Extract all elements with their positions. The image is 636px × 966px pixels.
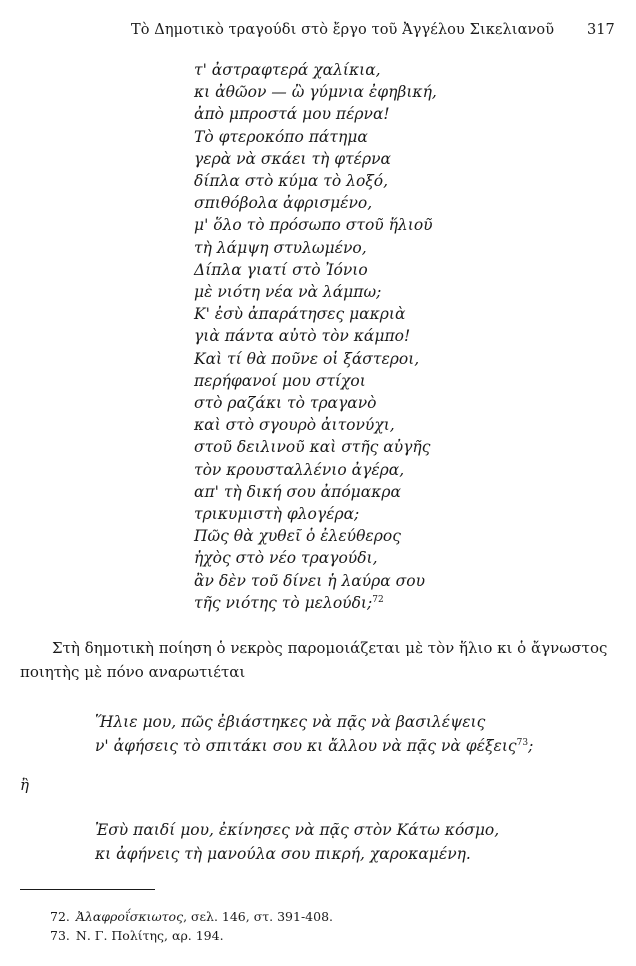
prose-line: ποιητὴς μὲ πόνο αναρωτιέται xyxy=(20,663,246,681)
poem-line: μ' ὅλο τὸ πρόσωπο στοῦ ἥλιοῦ xyxy=(194,216,433,235)
footnote-text: Ν. Γ. Πολίτης, αρ. 194. xyxy=(75,928,224,943)
poem-line: σπιθόβολα ἀφρισμένο, xyxy=(194,194,373,213)
running-title: Τὸ Δημοτικὸ τραγούδι στὸ ἔργο τοῦ Ἀγγέλου Σικελιανοῦ xyxy=(131,22,555,38)
quote-line: κι ἀφήνεις τὴ μανούλα σου πικρή, χαροκαμένη. xyxy=(95,845,471,863)
poem-line: γιὰ πάντα αὐτὸ τὸν κάμπο! xyxy=(194,327,411,346)
prose-paragraph xyxy=(20,636,620,684)
footnote-text: , σελ. 146, στ. 391-408. xyxy=(183,909,334,924)
poem-line: τὴ λάμψη στυλωμένο, xyxy=(194,238,367,257)
poem-line: ἀπὸ μπροστά μου πέρνα! xyxy=(194,105,390,124)
poem-line: γερὰ νὰ σκάει τὴ φτέρνα xyxy=(194,149,391,168)
footnote xyxy=(50,907,333,926)
footnote-divider xyxy=(20,889,155,890)
quote-line: ν' ἀφήσεις τὸ σπιτάκι σου κι ἄλλου νὰ πᾷς νὰ φέξεις$^{73}$; xyxy=(95,737,534,755)
poem-line: ἂν δὲν τοῦ δίνει ἡ λαύρα σου xyxy=(194,571,425,590)
poem-excerpt xyxy=(194,59,437,614)
poem-line: Πῶς θὰ χυθεῖ ὁ ἐλεύθερος xyxy=(194,527,401,546)
poem-line: Δίπλα γιατί στὸ Ἰόνιο xyxy=(194,260,368,279)
footnote-title: Ἀλαφροΐσκιωτος xyxy=(75,909,184,924)
poem-line: Καὶ τί θὰ ποῦνε οἱ ξάστεροι, xyxy=(194,349,420,368)
poem-line: τ' ἀστραφτερά χαλίκια, xyxy=(194,61,381,79)
footnote-number: 72. xyxy=(50,909,70,924)
footnote xyxy=(50,926,333,945)
poem-line: καὶ στὸ σγουρὸ ἀιτονύχι, xyxy=(194,416,395,435)
prose-line: Στὴ δημοτικὴ ποίηση ὁ νεκρὸς παρομοιάζεται μὲ τὸν ἥλιο κι ὁ ἄγνωστος xyxy=(52,639,608,657)
poem-line: κι ἀθῶον — ὢ γύμνια ἐφηβική, xyxy=(194,83,437,102)
poem-line: τὸν κρουσταλλένιο ἀγέρα, xyxy=(194,460,405,479)
poem-line: στοῦ δειλινοῦ καὶ στῆς αὐγῆς xyxy=(194,438,431,457)
poem-line: Τὸ φτεροκόπο πάτημα xyxy=(194,127,368,146)
page-number: 317 xyxy=(587,22,615,38)
footnote-ref[interactable]: 73 xyxy=(516,737,529,748)
quote-line: Ἥλιε μου, πῶς ἐβιάστηκες νὰ πᾷς νὰ βασιλέψεις xyxy=(95,713,486,731)
poem-line: ἠχὸς στὸ νέο τραγούδι, xyxy=(194,549,378,568)
conjunction: ἢ xyxy=(20,776,29,794)
poem-line: μὲ νιότη νέα νὰ λάμπω; xyxy=(194,283,382,302)
footnote-ref[interactable]: 72 xyxy=(372,594,384,605)
poem-line: απ' τὴ δική σου ἀπόμακρα xyxy=(194,482,401,501)
poem-line: τρικυμιστὴ φλογέρα; xyxy=(194,505,360,524)
folk-song-quote-1 xyxy=(95,710,533,758)
poem-line: τῆς νιότης τὸ μελούδι;$^{72}$ xyxy=(194,593,384,612)
poem-line: Κ' ἐσὺ ἀπαράτησες μακριὰ xyxy=(194,305,406,324)
footnotes xyxy=(50,907,333,945)
poem-line: στὸ ραζάκι τὸ τραγανὸ xyxy=(194,394,377,413)
folk-song-quote-2 xyxy=(95,818,499,866)
poem-line: δίπλα στὸ κύμα τὸ λοξό, xyxy=(194,172,389,191)
footnote-number: 73. xyxy=(50,928,70,943)
quote-line: Ἐσὺ παιδί μου, ἐκίνησες νὰ πᾷς στὸν Κάτω κόσμο, xyxy=(95,821,500,839)
poem-line: περήφανοί μου στίχοι xyxy=(194,371,366,390)
